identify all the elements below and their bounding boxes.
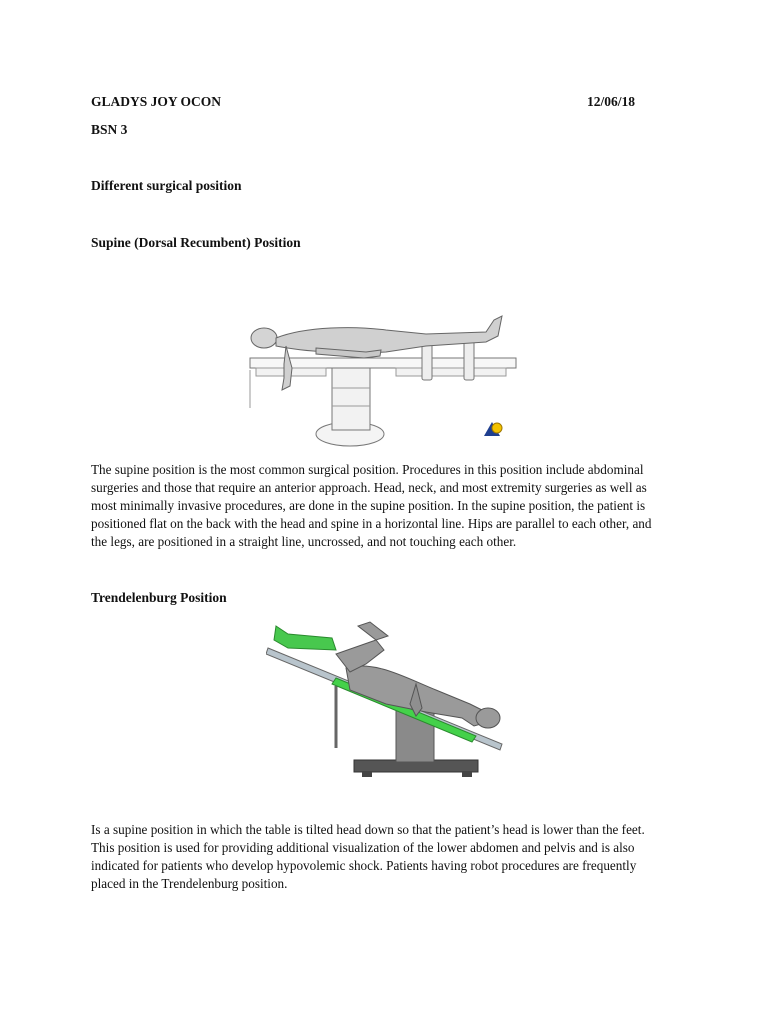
trendelenburg-heading: Trendelenburg Position bbox=[91, 590, 227, 605]
supine-line: most minimally invasive procedures, are done in the supine position. In the supine position, the patient is bbox=[91, 498, 646, 513]
supine-position-illustration bbox=[246, 308, 521, 448]
document-date: 12/06/18 bbox=[587, 94, 636, 109]
trendelenburg-line: Is a supine position in which the table is tilted head down so that the patient’s head is lower than the feet. bbox=[91, 822, 645, 837]
supine-line: The supine position is the most common surgical position. Procedures in this position include abdominal bbox=[91, 462, 644, 477]
document-title: Different surgical position bbox=[91, 178, 242, 193]
author-name: GLADYS JOY OCON bbox=[91, 94, 222, 109]
supine-heading: Supine (Dorsal Recumbent) Position bbox=[91, 235, 301, 250]
supine-line: positioned flat on the back with the head and spine in a horizontal line. Hips are parallel to each other, and bbox=[91, 516, 652, 531]
course-label: BSN 3 bbox=[91, 122, 128, 137]
trendelenburg-position-illustration bbox=[266, 620, 516, 780]
trendelenburg-paragraph bbox=[91, 821, 691, 893]
supine-line: the legs, are positioned in a straight line, uncrossed, and not touching each other. bbox=[91, 534, 517, 549]
supine-line: surgeries and those that require an anterior approach. Head, neck, and most extremity surgeries as well as bbox=[91, 480, 647, 495]
supine-paragraph bbox=[91, 461, 691, 551]
trendelenburg-line: placed in the Trendelenburg position. bbox=[91, 876, 288, 891]
trendelenburg-line: indicated for patients who develop hypovolemic shock. Patients having robot procedures are frequently bbox=[91, 858, 637, 873]
trendelenburg-line: This position is used for providing additional visualization of the lower abdomen and pelvis and is also bbox=[91, 840, 635, 855]
